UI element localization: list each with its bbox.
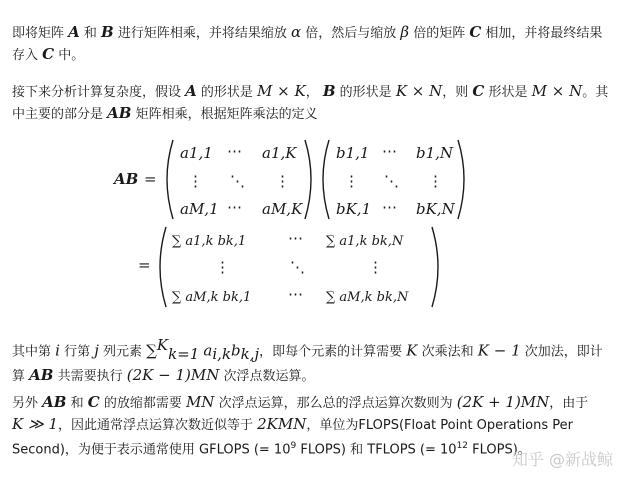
symbol-AB: AB — [42, 393, 67, 411]
symbol-A: A — [185, 82, 197, 100]
paren-right — [305, 140, 311, 219]
symbol-a: a — [203, 341, 213, 360]
paren-left — [160, 227, 166, 307]
text: 次加法，即计算 — [12, 344, 603, 384]
matrix-b-cell: b1,N — [416, 144, 454, 162]
text: 中。 — [54, 48, 85, 63]
matrix-c-cell: ∑ a1,k bk,N — [326, 234, 404, 249]
exponent: 9 — [290, 441, 297, 451]
shape-MxK: M × K — [257, 82, 306, 100]
paragraph-3: 其中第 i 行第 j 列元素 ∑$^K_{k=1}$ $a_{i,k}b_{k,j}$，即每个元素的计算需要 K 次乘法和 K − 1 次加法，即计算 AB 共需要执行 (2K − 1)MN 次浮点数运算。 — [12, 336, 603, 384]
symbol-C: C — [472, 82, 485, 100]
text: ，即每个元素的计算需要 — [259, 344, 407, 360]
matrix-a-cell: ⋱ — [230, 172, 245, 190]
text: 进行矩阵相乘，并将结果缩放 — [113, 26, 291, 41]
matrix-equation — [110, 135, 455, 311]
sum-symbol: ∑ — [146, 341, 157, 360]
equation-lhs: AB — [114, 170, 139, 188]
symbol-j: j — [94, 341, 99, 360]
text: 的形状是 — [196, 85, 258, 100]
text: 相加，并将最终结果存入 — [12, 26, 603, 63]
matrix-a-cell: aM,K — [262, 200, 303, 218]
text: 的形状是 — [335, 85, 396, 100]
symbol-beta: β — [400, 23, 410, 41]
text: 共需要执行 — [53, 368, 127, 384]
text: 接下来分析计算复杂度，假设 — [12, 85, 186, 100]
matrix-c-cell: ⋯ — [288, 285, 303, 303]
matrix-c-cell: ⋱ — [290, 258, 305, 276]
paren-left — [323, 140, 329, 219]
equals-sign: = — [144, 170, 157, 188]
text: 。其中主要的部分是 — [12, 85, 609, 122]
paren-right — [432, 227, 438, 307]
matrix-c-cell: ⋮ — [215, 258, 230, 276]
matrix-c-cell: ∑ a1,k bk,1 — [172, 234, 247, 249]
text: 其中第 — [12, 344, 56, 360]
matrix-a-cell: a1,K — [262, 144, 297, 162]
matrix-c-cell: ∑ aM,k bk,1 — [172, 290, 252, 305]
text: 另外 — [12, 396, 43, 411]
symbol-i: i — [55, 341, 60, 360]
symbol-C: C — [469, 23, 482, 41]
expr-flops: (2K − 1)MN — [126, 365, 220, 384]
text: 和 — [66, 396, 88, 411]
text: 次浮点数运算。 — [219, 368, 315, 384]
text: FLOPS)。 — [468, 442, 531, 458]
text: ，单位为FLOPS(Float Point Operations Per Second)，为便于表示通常使用 GFLOPS (= 10 — [12, 418, 573, 458]
text: 的放缩都需要 — [99, 396, 186, 411]
matrix-a-cell: aM,1 — [180, 200, 219, 218]
text: 形状是 — [484, 85, 532, 100]
matrix-b-cell: ⋯ — [382, 142, 397, 160]
matrix-a-cell: ⋮ — [275, 172, 290, 190]
matrix-b-cell: ⋱ — [384, 172, 399, 190]
text: 次乘法和 — [417, 344, 478, 360]
watermark: 知乎 @新战鲸 — [511, 450, 613, 469]
matrix-b-cell: ⋯ — [382, 198, 397, 216]
text: 倍的矩阵 — [409, 26, 470, 41]
text: ，则 — [442, 85, 473, 100]
expr-approx: 2KMN — [257, 415, 307, 433]
text: ，由于 — [549, 396, 589, 411]
symbol-B: B — [101, 23, 114, 41]
text: 和 — [79, 26, 102, 41]
symbol-C: C — [87, 393, 100, 411]
matrix-b-cell: ⋮ — [344, 172, 359, 190]
matrix-b-cell: b1,1 — [336, 144, 370, 162]
symbol-alpha: α — [291, 23, 302, 41]
matrix-a-cell: ⋮ — [188, 172, 203, 190]
matrix-c-cell: ⋮ — [368, 258, 383, 276]
matrix-a-cell: ⋯ — [227, 198, 242, 216]
exponent: 12 — [456, 441, 469, 451]
matrix-b-cell: ⋮ — [428, 172, 443, 190]
shape-MxN: M × N — [531, 82, 583, 100]
symbol-K: K — [406, 341, 418, 360]
equals-sign: = — [138, 256, 151, 274]
text: 行第 — [59, 344, 95, 360]
text: ， — [305, 85, 323, 100]
symbol-AB: AB — [107, 104, 132, 122]
shape-KxN: K × N — [395, 82, 443, 100]
expr-K-minus-1: K − 1 — [477, 341, 521, 360]
matrix-c-cell: ⋯ — [288, 229, 303, 247]
symbol-C: C — [42, 45, 55, 63]
matrix-a-cell: a1,1 — [180, 144, 213, 162]
paren-right — [458, 140, 464, 219]
text: FLOPS) 和 TFLOPS (= 10 — [296, 442, 457, 458]
expr-K-gg-1: K ≫ 1 — [12, 415, 58, 433]
text: 倍，然后与缩放 — [301, 26, 401, 41]
text: 即将矩阵 — [12, 26, 69, 41]
expr-total-flops: (2K + 1)MN — [456, 393, 550, 411]
matrix-c-cell: ∑ aM,k bk,N — [326, 290, 409, 305]
text: 次浮点运算，那么总的浮点运算次数则为 — [214, 396, 457, 411]
matrix-a-cell: ⋯ — [227, 142, 242, 160]
symbol-AB: AB — [29, 365, 54, 384]
text: ，因此通常浮点运算次数近似等于 — [58, 418, 258, 433]
symbol-A: A — [68, 23, 80, 41]
matrix-b-cell: bK,1 — [336, 200, 372, 218]
text: 列元素 — [98, 344, 147, 360]
paren-left — [167, 140, 173, 219]
paragraph-1 — [12, 22, 612, 66]
symbol-MN: MN — [185, 393, 215, 411]
matrix-b-cell: bK,N — [416, 200, 455, 218]
paragraph-4 — [12, 392, 597, 460]
paragraph-2 — [12, 81, 612, 125]
text: 矩阵相乘，根据矩阵乘法的定义 — [131, 107, 318, 122]
symbol-B: B — [322, 82, 336, 100]
